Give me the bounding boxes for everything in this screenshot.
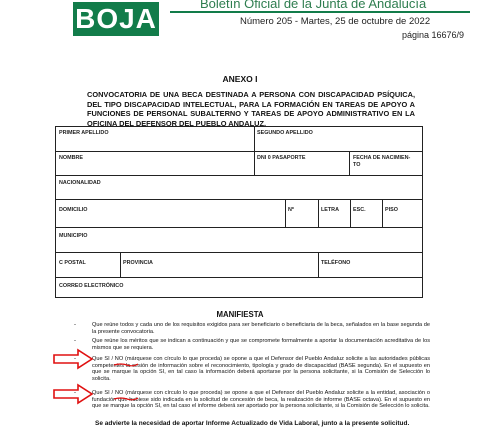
page-number: página 16676/9: [402, 30, 465, 40]
form-col-divider: [285, 199, 286, 227]
nacionalidad-field[interactable]: NACIONALIDAD: [59, 180, 101, 186]
form-row-divider: [56, 252, 422, 253]
list-item: Que SI / NO (márquese con círculo lo que proceda) se opone a que el Defensor del Pueblo Andaluz solicite a las autoridades públicas competentes la cesión de información sobre el reconocimiento, tipología y grado de discapacidad (BASE segunda). En el supuesto en que se marque la opción SI, en tal caso la información deberá aportarse por la persona solicitante, si la Comisión de Selección lo solicita.: [92, 356, 430, 382]
nombre-field[interactable]: NOMBRE: [59, 155, 83, 161]
telefono-field[interactable]: TELÉFONO: [321, 260, 351, 266]
form-row-divider: [56, 175, 422, 176]
annex-title: ANEXO I: [222, 74, 258, 84]
codigo-postal-field[interactable]: C POSTAL: [59, 260, 86, 266]
red-arrow-icon: [52, 348, 94, 370]
list-item: Que reúne todos y cada uno de los requisitos exigidos para ser beneficiario o beneficiaria de la beca, señalados en la base segunda de la presente convocatoria.: [92, 322, 430, 335]
dni-field[interactable]: DNI 0 PASAPORTE: [257, 155, 306, 161]
form-row-divider: [56, 151, 422, 152]
domicilio-field[interactable]: DOMICILIO: [59, 207, 88, 213]
list-item: Que reúne los méritos que se indican a continuación y que se compromete formalmente a aportar la documentación acreditativa de los mismos que se requiera.: [92, 338, 430, 351]
form-col-divider: [318, 199, 319, 227]
segundo-apellido-field[interactable]: SEGUNDO APELLIDO: [257, 130, 313, 136]
numero-field[interactable]: Nº: [288, 207, 294, 213]
red-underline-mark: [113, 362, 139, 367]
form-row-divider: [56, 199, 422, 200]
manifiesta-title: MANIFIESTA: [216, 310, 264, 319]
header-divider: [170, 11, 470, 13]
list-bullet: -: [74, 322, 76, 328]
vida-laboral-notice: Se advierte la necesidad de aportar Informe Actualizado de Vida Laboral, junto a la presente solicitud.: [95, 420, 410, 427]
list-bullet: -: [74, 356, 76, 362]
list-bullet: -: [74, 338, 76, 344]
form-row-divider: [56, 227, 422, 228]
boja-logo: BOJA: [73, 2, 159, 36]
red-arrow-icon: [52, 383, 94, 405]
fecha-nacimiento-label-cont: TO: [353, 162, 361, 168]
form-col-divider: [318, 252, 319, 277]
esc-field[interactable]: ESC.: [353, 207, 366, 213]
form-col-divider: [349, 151, 350, 175]
list-bullet: -: [74, 390, 76, 396]
form-col-divider: [382, 199, 383, 227]
correo-electronico-field[interactable]: CORREO ELECTRÓNICO: [59, 283, 124, 289]
letra-field[interactable]: LETRA: [321, 207, 339, 213]
form-col-divider: [120, 252, 121, 277]
piso-field[interactable]: PISO: [385, 207, 398, 213]
form-row-divider: [56, 277, 422, 278]
form-col-divider: [350, 199, 351, 227]
form-col-divider: [254, 127, 255, 175]
fecha-nacimiento-field[interactable]: FECHA DE NACIMIEN-: [353, 155, 411, 161]
primer-apellido-field[interactable]: PRIMER APELLIDO: [59, 130, 109, 136]
bulletin-title: Boletín Oficial de la Junta de Andalucía: [200, 0, 427, 11]
provincia-field[interactable]: PROVINCIA: [123, 260, 153, 266]
municipio-field[interactable]: MUNICIPIO: [59, 233, 88, 239]
convocatoria-text: CONVOCATORIA DE UNA BECA DESTINADA A PERSONA CON DISCAPACIDAD PSÍQUICA, DEL TIPO DISCAPACIDAD INTELECTUAL, PARA LA FORMACIÓN EN TAREAS DE APOYO A FUNCIONES DE PERSONAL SUBALTERNO Y TAREAS DE APOYO ADMINISTRATIVO EN LA OFICINA DEL DEFENSOR DEL PUEBLO ANDALUZ.: [87, 90, 415, 128]
application-form: [55, 126, 423, 298]
red-underline-mark: [113, 396, 139, 401]
list-item: Que SI / NO (márquese con círculo lo que proceda) se opone a que el Defensor del Pueblo Andaluz solicite a la entidad, asociación o fundación que hubiese sido indicada en la solicitud de concesión de beca, la realización de informe (BASE octava). En el supuesto en que se marque la opción SI, en tal caso el informe deberá ser aportado por la persona solicitante, si la Comisión de Selección lo solicita.: [92, 390, 430, 410]
issue-line: Número 205 - Martes, 25 de octubre de 2022: [240, 16, 431, 27]
